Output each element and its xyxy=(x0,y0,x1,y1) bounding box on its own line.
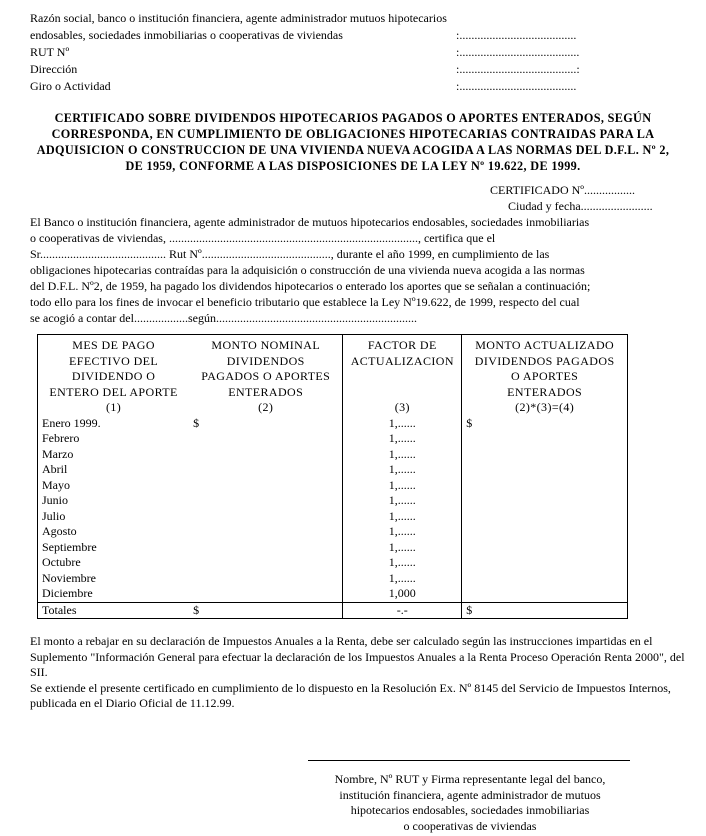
table-row xyxy=(38,571,628,587)
totals-updated: $ xyxy=(462,602,628,619)
issuer-row xyxy=(30,44,650,61)
certificate-number: CERTIFICADO Nº................. xyxy=(490,183,636,197)
table-row xyxy=(38,555,628,571)
cell-factor: 1,...... xyxy=(343,416,462,432)
certificate-meta xyxy=(490,182,653,214)
cell-factor: 1,...... xyxy=(343,555,462,571)
cell-factor: 1,...... xyxy=(343,540,462,556)
cell-updated xyxy=(462,524,628,540)
table-row xyxy=(38,478,628,494)
cell-month: Julio xyxy=(38,509,190,525)
issuer-row xyxy=(30,10,650,27)
column-header-nominal: MONTO NOMINAL DIVIDENDOS PAGADOS O APORTES ENTERADOS (2) xyxy=(189,335,343,416)
cell-month: Enero 1999. xyxy=(38,416,190,432)
cell-amount xyxy=(189,571,343,587)
cell-month: Febrero xyxy=(38,431,190,447)
cell-amount xyxy=(189,509,343,525)
cell-updated xyxy=(462,555,628,571)
issuer-row-field: :....................................... xyxy=(456,79,577,93)
paragraph-line: obligaciones hipotecarias contraídas para la adquisición o construcción de una vivienda nueva acogida a las normas xyxy=(30,263,585,277)
cell-amount xyxy=(189,447,343,463)
issuer-row-field: :.......................................: xyxy=(456,62,580,76)
cell-amount xyxy=(189,493,343,509)
document-title: CERTIFICADO SOBRE DIVIDENDOS HIPOTECARIOS PAGADOS O APORTES ENTERADOS, SEGÚN CORRESPONDA, EN CUMPLIMIENTO DE OBLIGACIONES HIPOTECARIAS CONTRAIDAS PARA LA ADQUISICION O CONSTRUCCION DE UNA VIVIENDA NUEVA ACOGIDA A LAS NORMAS DEL D.F.L. Nº 2, DE 1959, CONFORME A LAS DISPOSICIONES DE LA LEY Nº 19.622, DE 1999. xyxy=(36,111,670,173)
cell-amount: $ xyxy=(193,415,200,430)
cell-factor: 1,...... xyxy=(343,478,462,494)
paragraph-line: o cooperativas de viviendas, ..................................................................................., certifica que el xyxy=(30,231,496,245)
table-row xyxy=(38,447,628,463)
cell-factor: 1,...... xyxy=(343,493,462,509)
city-date: Ciudad y fecha........................ xyxy=(508,199,653,213)
certification-paragraph xyxy=(30,214,680,326)
cell-amount xyxy=(189,431,343,447)
cell-month: Octubre xyxy=(38,555,190,571)
cell-amount xyxy=(189,586,343,602)
cell-updated xyxy=(462,509,628,525)
cell-factor: 1,...... xyxy=(343,571,462,587)
table-row xyxy=(38,509,628,525)
table-row xyxy=(38,586,628,602)
cell-updated xyxy=(462,586,628,602)
cell-updated xyxy=(462,540,628,556)
footer-note-instructions: El monto a rebajar en su declaración de Impuestos Anuales a la Renta, debe ser calculado según las instrucciones impartidas en el Suplemento "Información General para efectuar la declaración de los Impuestos Anuales a la Renta Proceso Operación Renta 2000", del SII. xyxy=(30,634,685,679)
issuer-row-label: Giro o Actividad xyxy=(30,79,111,93)
totals-row xyxy=(38,602,628,619)
cell-updated xyxy=(462,478,628,494)
cell-factor: 1,...... xyxy=(343,509,462,525)
table-header-row xyxy=(38,335,628,416)
cell-updated xyxy=(462,493,628,509)
cell-month: Marzo xyxy=(38,447,190,463)
column-header-factor: FACTOR DE ACTUALIZACION (3) xyxy=(343,335,462,416)
totals-label: Totales xyxy=(38,602,190,619)
cell-month: Septiembre xyxy=(38,540,190,556)
issuer-info xyxy=(30,10,650,95)
footer-note-resolution: Se extiende el presente certificado en cumplimiento de lo dispuesto en la Resolución Ex. Nº 8145 del Servicio de Impuestos Internos, publicada en el Diario Oficial de 11.12.99. xyxy=(30,680,671,710)
cell-updated xyxy=(462,462,628,478)
totals-amount: $ xyxy=(189,602,343,619)
signature-caption: Nombre, Nº RUT y Firma representante legal del banco, institución financiera, agente administrador de mutuos hipotecarios endosables, sociedades inmobiliarias o cooperativas de viviendas xyxy=(334,772,606,833)
table-row xyxy=(38,462,628,478)
issuer-row xyxy=(30,27,650,44)
cell-month: Agosto xyxy=(38,524,190,540)
cell-amount xyxy=(189,462,343,478)
cell-factor: 1,...... xyxy=(343,447,462,463)
issuer-row-field: :....................................... xyxy=(456,28,577,42)
cell-factor: 1,000 xyxy=(343,586,462,602)
cell-factor: 1,...... xyxy=(343,462,462,478)
table-row xyxy=(38,540,628,556)
dividends-table xyxy=(37,334,628,619)
paragraph-line: todo ello para los fines de invocar el beneficio tributario que establece la Ley Nº19.622, de 1999, respecto del cual xyxy=(30,295,580,309)
cell-month: Noviembre xyxy=(38,571,190,587)
cell-month: Abril xyxy=(38,462,190,478)
cell-amount xyxy=(189,478,343,494)
paragraph-line: del D.F.L. Nº2, de 1959, ha pagado los dividendos hipotecarios o enterado los aportes que se señalan a continuación; xyxy=(30,279,591,293)
cell-month: Diciembre xyxy=(38,586,190,602)
cell-month: Junio xyxy=(38,493,190,509)
issuer-row-label: Dirección xyxy=(30,62,78,76)
paragraph-line: El Banco o institución financiera, agente administrador de mutuos hipotecarios endosables, sociedades inmobiliarias xyxy=(30,215,590,229)
issuer-row xyxy=(30,78,650,95)
cell-amount xyxy=(189,524,343,540)
issuer-row xyxy=(30,61,650,78)
cell-updated xyxy=(462,571,628,587)
column-header-updated: MONTO ACTUALIZADO DIVIDENDOS PAGADOS O APORTES ENTERADOS (2)*(3)=(4) xyxy=(462,335,628,416)
paragraph-line: Sr.......................................... Rut Nº..........................................., durante el año 1999, en cumplimiento de las xyxy=(30,247,550,261)
signature-line xyxy=(308,760,630,761)
totals-factor: -.- xyxy=(343,602,462,619)
table-row xyxy=(38,524,628,540)
cell-amount xyxy=(189,555,343,571)
table-row xyxy=(38,493,628,509)
issuer-row-label: RUT Nº xyxy=(30,45,70,59)
cell-factor: 1,...... xyxy=(343,524,462,540)
cell-amount xyxy=(189,540,343,556)
issuer-row-label: Razón social, banco o institución financiera, agente administrador mutuos hipotecarios xyxy=(30,11,447,25)
cell-updated: $ xyxy=(462,416,628,432)
issuer-row-label: endosables, sociedades inmobiliarias o cooperativas de viviendas xyxy=(30,28,343,42)
footer-notes xyxy=(30,634,690,712)
cell-month: Mayo xyxy=(38,478,190,494)
issuer-row-field: :........................................ xyxy=(456,45,580,59)
column-header-month: MES DE PAGO EFECTIVO DEL DIVIDENDO O ENTERO DEL APORTE (1) xyxy=(38,335,190,416)
table-row xyxy=(38,431,628,447)
cell-updated xyxy=(462,431,628,447)
cell-updated xyxy=(462,447,628,463)
paragraph-line: se acogió a contar del..................según................................................................... xyxy=(30,311,417,325)
cell-factor: 1,...... xyxy=(343,431,462,447)
table-row xyxy=(38,416,628,432)
